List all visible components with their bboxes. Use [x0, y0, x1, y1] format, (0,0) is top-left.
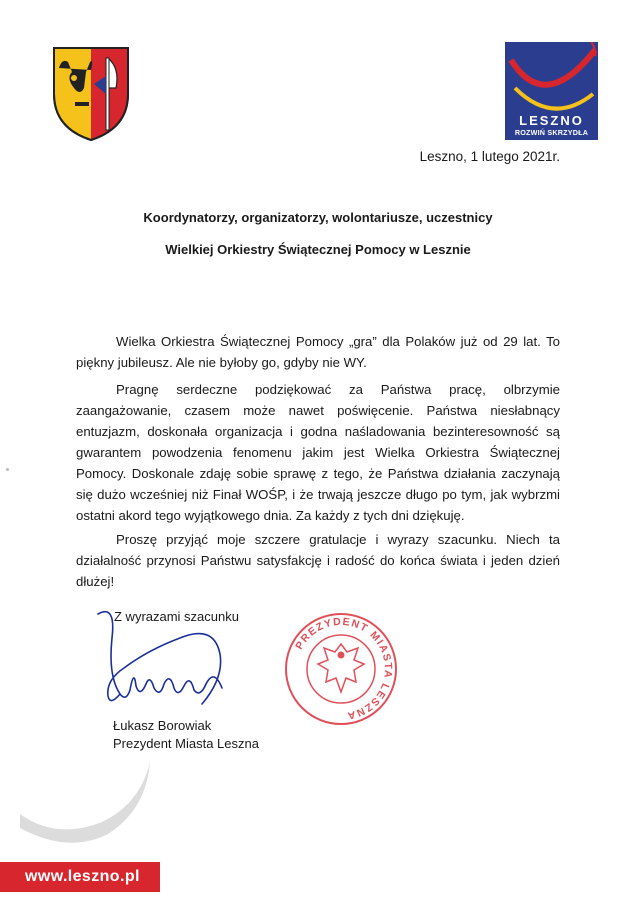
closing-phrase: Z wyrazami szacunku: [114, 609, 239, 624]
addressee-line-1: Koordynatorzy, organizatorzy, wolontariusze, uczestnicy: [143, 210, 493, 225]
signatory-name: Łukasz Borowiak: [113, 718, 212, 733]
official-stamp: [284, 612, 398, 726]
decorative-swoosh-icon: [20, 758, 170, 848]
body-paragraph-2: Pragnę serdeczne podziękować za Państwa pracę, olbrzymie zaangażowanie, czasem może nawet poświęcenie. Państwa niesłabnący entuzjazm, doskonała organizacja i godna naśladowania bezinteresowność są gwarantem powodzenia fenomenu jakim jest Wielka Orkiestra Świątecznej Pomocy. Doskonale zdaję sobie sprawę z tego, że Państwa działania zaczynają się dużo wcześniej niż Finał WOŚP, i że trwają jeszcze długo po tym, jak wybrzmi ostatni akord tego wyjątkowego dnia. Za każdy z tych dni dziękuję.: [76, 382, 560, 523]
punch-mark: [6, 468, 9, 471]
coat-of-arms-icon: [50, 42, 132, 142]
body-paragraph-1: Wielka Orkiestra Świątecznej Pomocy „gra” dla Polaków już od 29 lat. To piękny jubileusz. Ale nie byłoby go, gdyby nie WY.: [76, 334, 560, 370]
addressee-line-2: Wielkiej Orkiestry Świątecznej Pomocy w Lesznie: [165, 242, 471, 257]
signatory-role: Prezydent Miasta Leszna: [113, 736, 259, 751]
footer-website-link[interactable]: www.leszno.pl: [25, 868, 140, 885]
handwritten-signature: [90, 598, 240, 718]
stamp-text: PREZYDENT MIASTA LESZNA: [293, 615, 395, 722]
svg-text:PREZYDENT MIASTA LESZNA: [293, 616, 394, 722]
body-paragraph-3: Proszę przyjąć moje szczere gratulacje i wyrazy szacunku. Niech ta działalność przynosi Państwu satysfakcję i radość do końca świata i jeden dzień dłużej!: [76, 532, 560, 589]
logo-wordmark: LESZNO: [519, 113, 584, 128]
logo-tagline: ROZWIŃ SKRZYDŁA: [514, 128, 589, 137]
letter-date: Leszno, 1 lutego 2021r.: [419, 149, 560, 164]
